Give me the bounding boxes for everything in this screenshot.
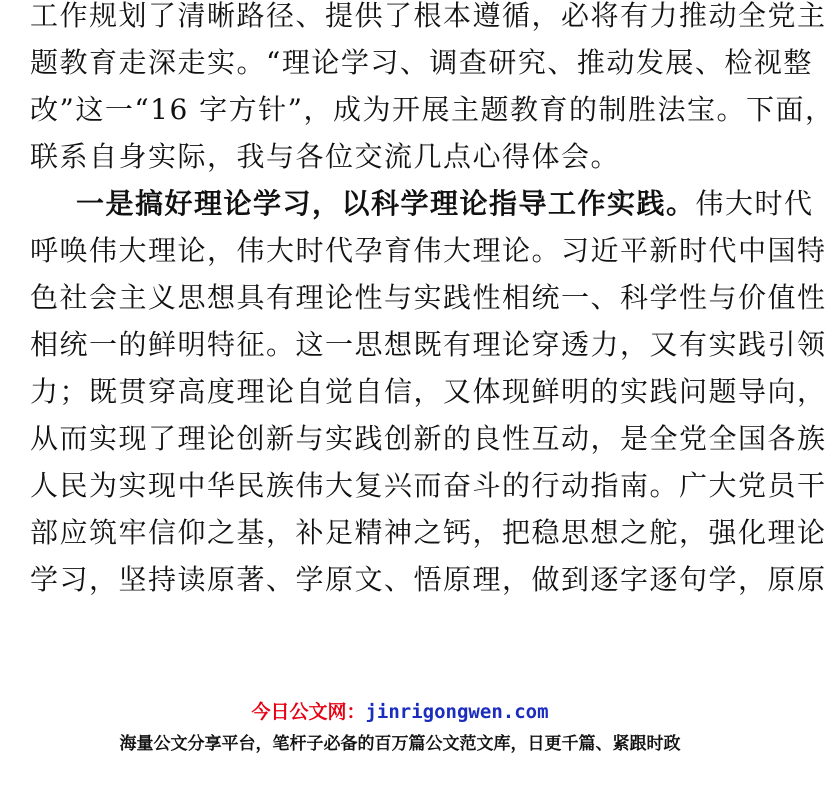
text-line: 人民为实现中华民族伟大复兴而奋斗的行动指南。广大党员干 bbox=[30, 469, 827, 502]
text-line: 改”这一“16 字方针”，成为开展主题教育的制胜法宝。下面， bbox=[30, 93, 834, 126]
footer-site-label: 今日公文网： bbox=[251, 701, 366, 723]
text-line: 力；既贯穿高度理论自觉自信，又体现鲜明的实践问题导向， bbox=[30, 375, 827, 408]
text-line: 相统一的鲜明特征。这一思想既有理论穿透力，又有实践引领 bbox=[30, 328, 827, 361]
footer-tagline: 海量公文分享平台，笔杆子必备的百万篇公文范文库，日更千篇、紧跟时政 bbox=[119, 734, 681, 754]
text-line: 题教育走深走实。“理论学习、调查研究、推动发展、检视整 bbox=[30, 46, 813, 79]
text-line: 呼唤伟大理论，伟大时代孕育伟大理论。习近平新时代中国特 bbox=[30, 234, 827, 267]
text-line: 部应筑牢信仰之基，补足精神之钙，把稳思想之舵，强化理论 bbox=[30, 516, 827, 549]
text-line: 从而实现了理论创新与实践创新的良性互动，是全党全国各族 bbox=[30, 422, 827, 455]
document-page bbox=[30, 0, 834, 800]
text-line: 色社会主义思想具有理论性与实践性相统一、科学性与价值性 bbox=[30, 281, 827, 314]
paragraph-lead-line bbox=[30, 180, 814, 227]
paragraph-heading: 一是搞好理论学习，以科学理论指导工作实践。 bbox=[76, 187, 696, 220]
text-line: 联系自身实际，我与各位交流几点心得体会。 bbox=[30, 140, 621, 173]
footer-site-link[interactable]: jinrigongwen.com bbox=[365, 701, 549, 723]
text-line: 工作规划了清晰路径、提供了根本遵循，必将有力推动全党主 bbox=[30, 0, 827, 32]
document-body bbox=[30, 0, 834, 603]
text-line: 学习，坚持读原著、学原文、悟原理，做到逐字逐句学，原原 bbox=[30, 563, 827, 596]
site-footer bbox=[0, 697, 800, 759]
footer-site-line bbox=[0, 697, 800, 727]
text-fragment: 伟大时代 bbox=[695, 187, 814, 220]
